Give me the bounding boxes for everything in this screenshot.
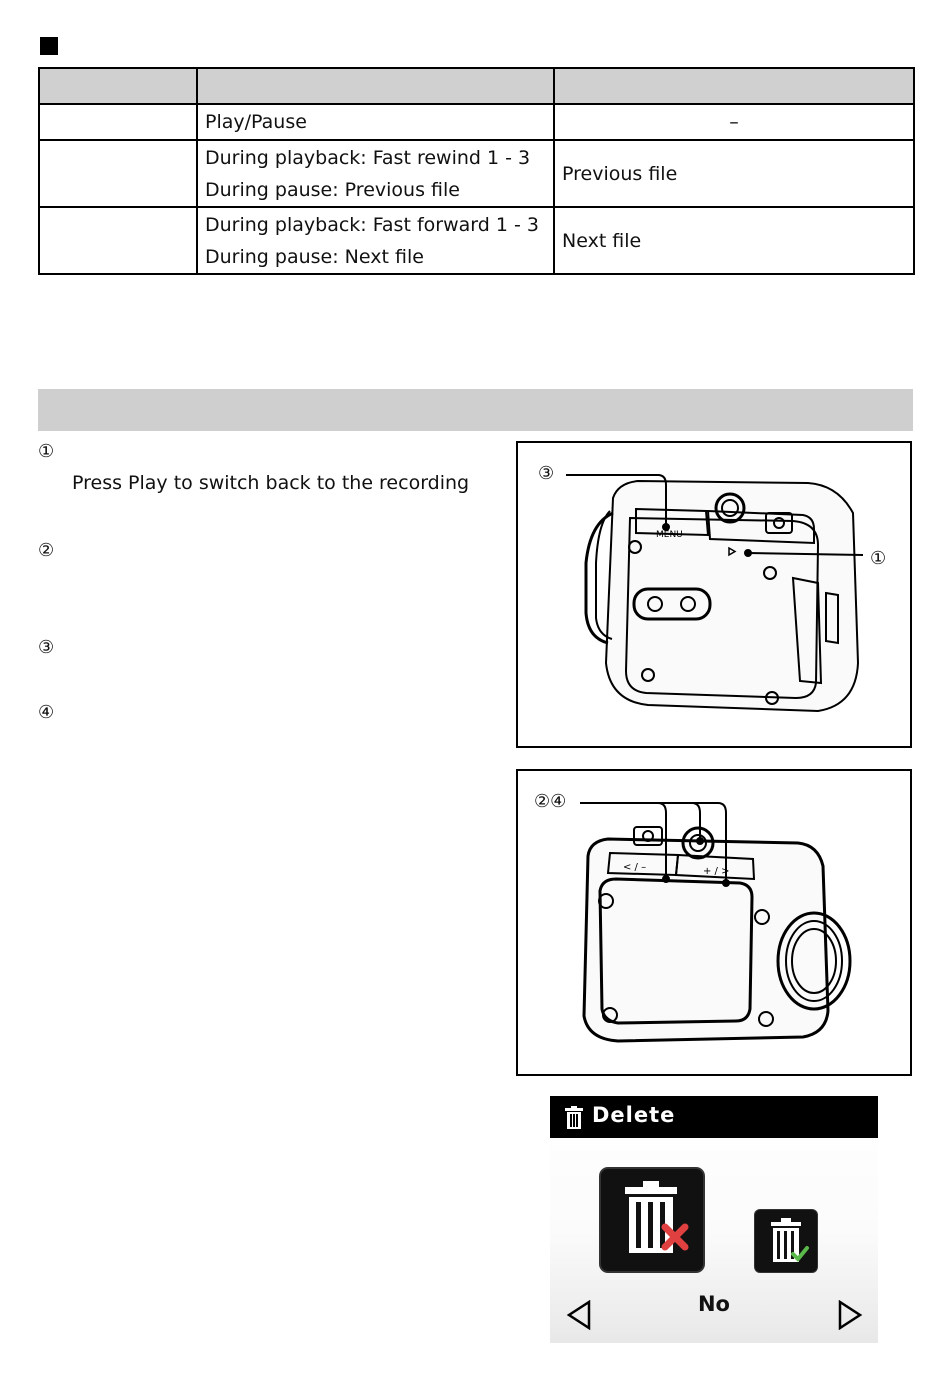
table-header-row (39, 68, 914, 104)
cell-line: During playback: Fast forward 1 - 3 (205, 213, 539, 236)
camera-illustration (518, 443, 910, 746)
lcd-header (550, 1096, 878, 1138)
table-cell: – (554, 104, 914, 140)
camera-figure-arrow-buttons (516, 769, 912, 1076)
plus-button-label: + / > (703, 866, 730, 877)
camera-figure-menu-play (516, 441, 912, 748)
menu-button-label: MENU (656, 530, 683, 540)
table-header-cell (39, 68, 197, 104)
cell-line: Play/Pause (205, 111, 307, 133)
section-heading-bar (38, 389, 913, 431)
step-text: Press Play to switch back to the recording (72, 472, 470, 494)
callout-arrow-buttons: ②④ (534, 791, 567, 812)
step-number: ③ (38, 637, 55, 658)
cell-line: During pause: Next file (205, 245, 424, 268)
table-cell (197, 140, 554, 207)
table-cell (39, 140, 197, 207)
right-arrow-icon[interactable] (837, 1300, 863, 1330)
table-row (39, 140, 914, 207)
callout-menu: ③ (538, 463, 555, 484)
step-number: ② (38, 540, 55, 561)
trash-confirm-icon[interactable] (755, 1210, 817, 1272)
table-cell: Previous file (554, 140, 914, 207)
camera-illustration (518, 771, 910, 1074)
callout-play: ① (870, 548, 887, 569)
trash-cancel-icon[interactable] (601, 1169, 703, 1271)
table-header-cell (197, 68, 554, 104)
lcd-title: Delete (592, 1103, 676, 1127)
table-cell (197, 207, 554, 274)
table-cell (197, 104, 554, 140)
table-row (39, 207, 914, 274)
table-cell (39, 104, 197, 140)
black-square-icon (40, 37, 58, 55)
cell-line: During playback: Fast rewind 1 - 3 (205, 146, 531, 169)
left-arrow-icon[interactable] (566, 1300, 592, 1330)
selected-value: No (697, 1292, 730, 1316)
trash-icon (564, 1106, 584, 1130)
table-cell: Next file (554, 207, 914, 274)
table-header-cell (554, 68, 914, 104)
step-number: ① (38, 441, 55, 462)
table-cell (39, 207, 197, 274)
button-function-table (38, 67, 915, 275)
cell-line: During pause: Previous file (205, 178, 460, 201)
step-number: ④ (38, 702, 55, 723)
lcd-delete-screen (550, 1096, 878, 1343)
table-row (39, 104, 914, 140)
minus-button-label: < / – (623, 862, 647, 873)
